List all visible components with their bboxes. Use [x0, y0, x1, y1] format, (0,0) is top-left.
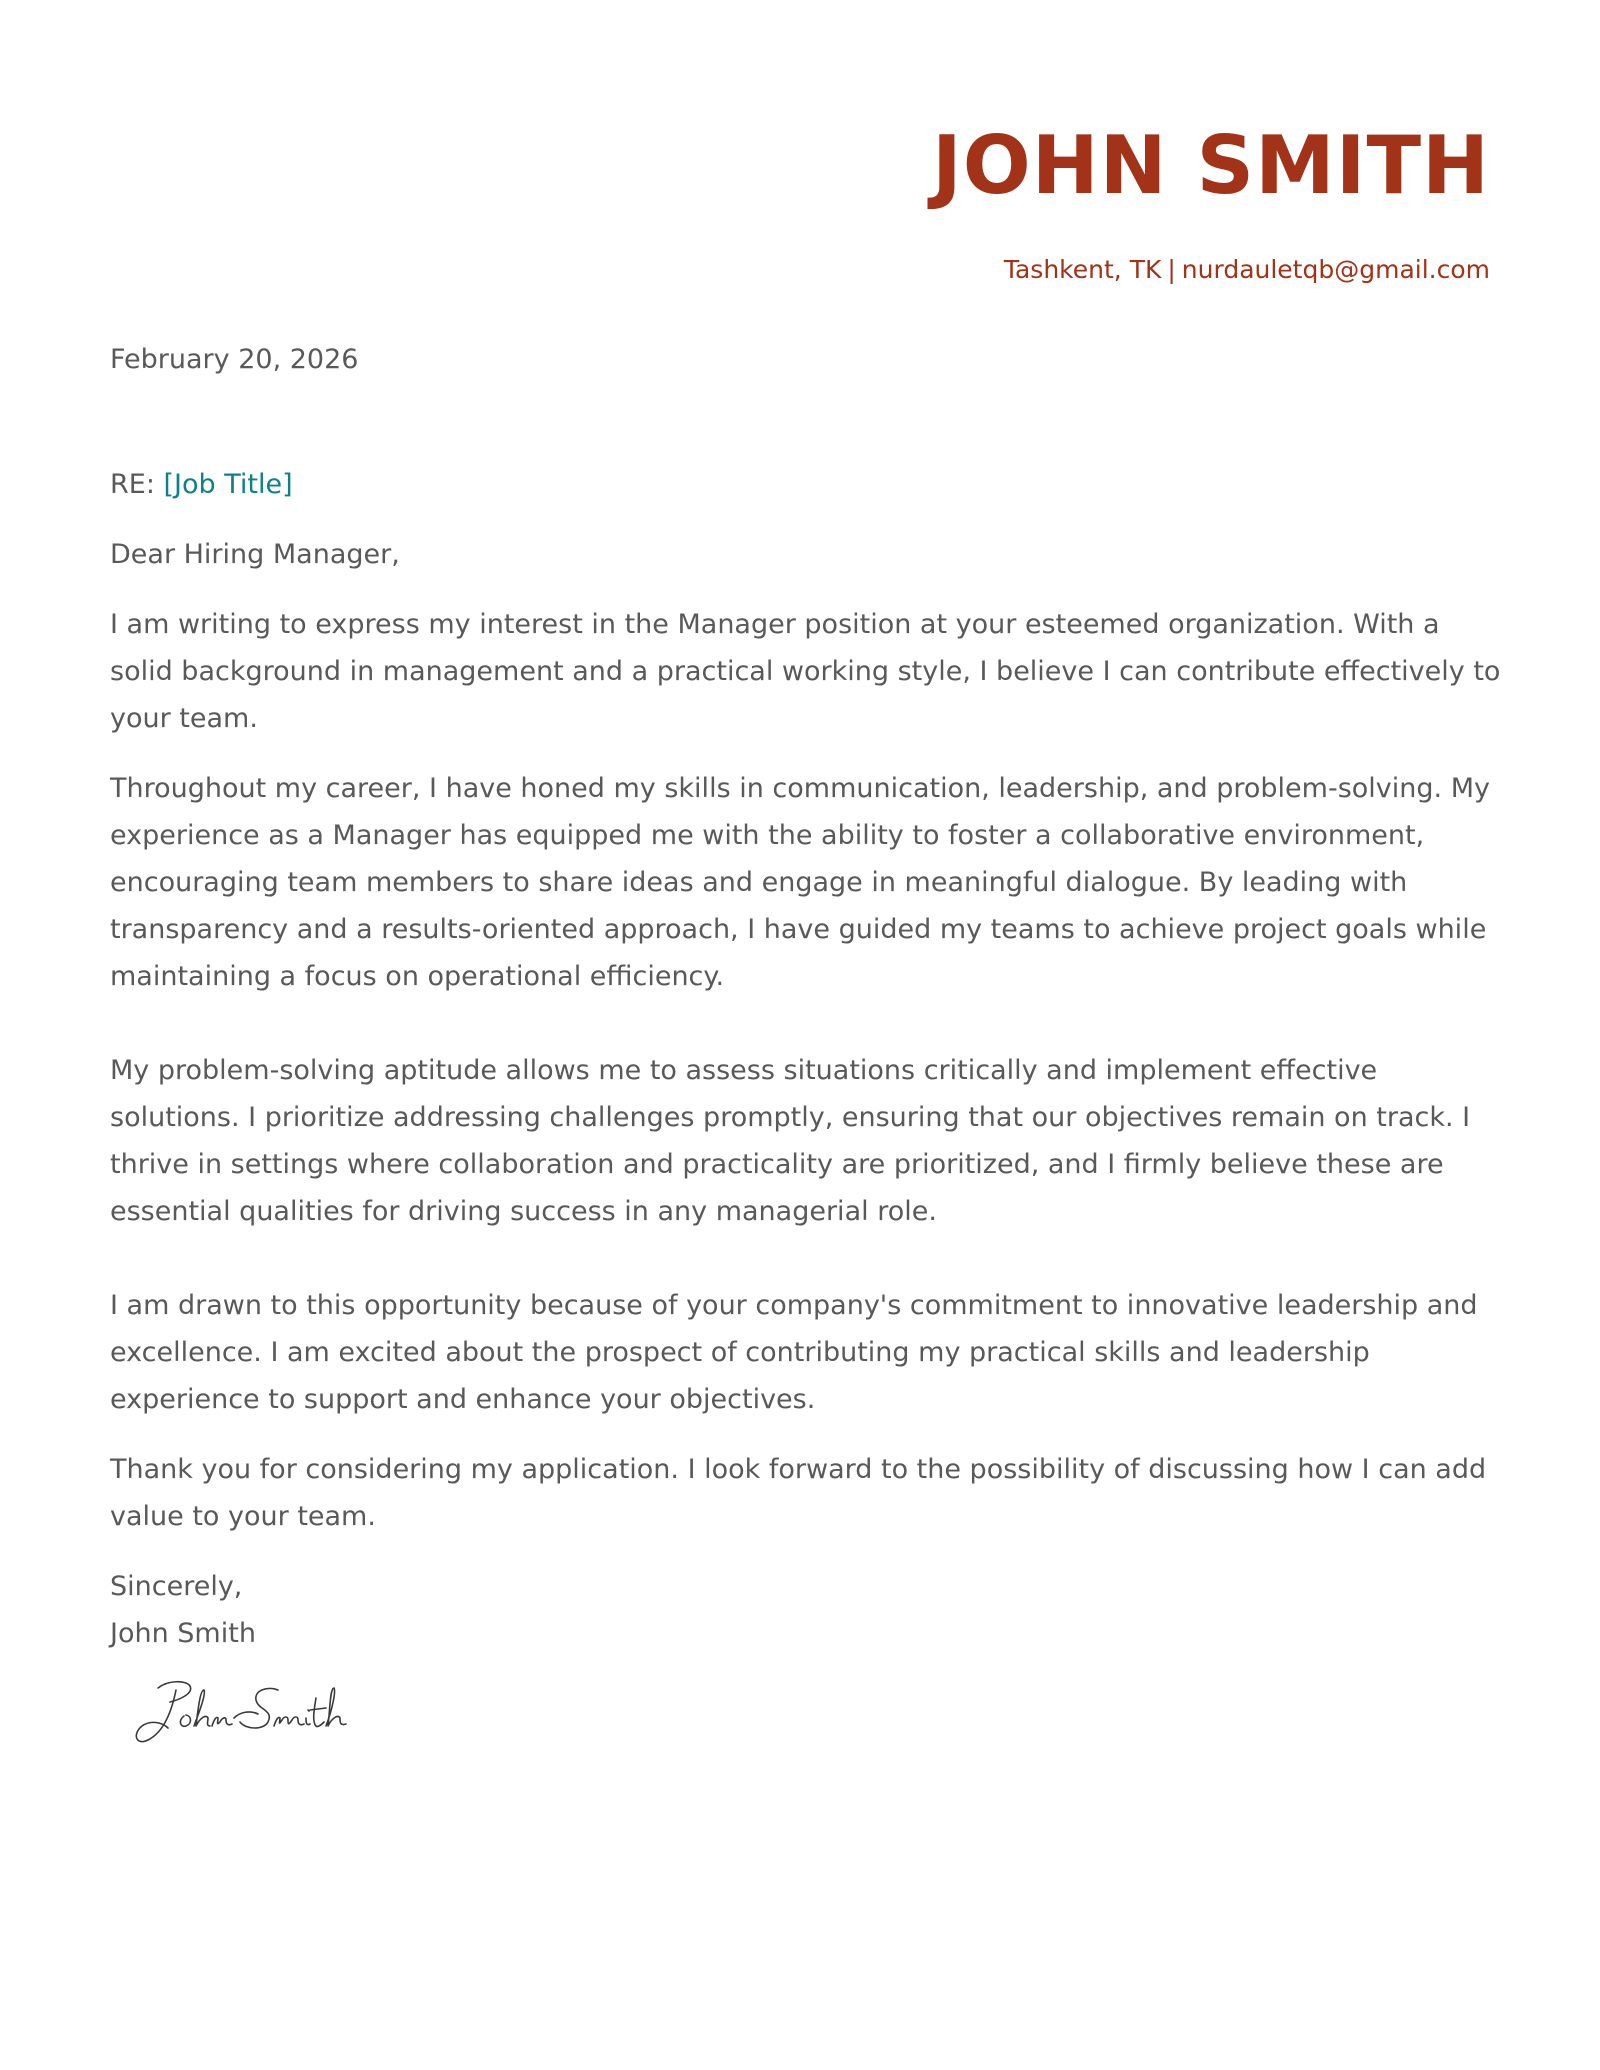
- re-label: RE:: [110, 469, 155, 500]
- closing-block: [110, 1563, 1510, 1657]
- applicant-name: JOHN SMITH: [931, 119, 1490, 212]
- paragraph-intro: I am writing to express my interest in the Manager position at your esteemed organization. With a solid background in management and a practical working style, I believe I can contribute effectively to your team.: [110, 609, 1501, 734]
- contact-separator: |: [1167, 255, 1176, 284]
- location: Tashkent, TK: [1003, 255, 1162, 284]
- paragraph-thanks: Thank you for considering my application. I look forward to the possibility of discussing how I can add value to your team.: [110, 1454, 1487, 1532]
- letter-date: February 20, 2026: [110, 344, 359, 375]
- closing-word: Sincerely,: [110, 1571, 243, 1602]
- letter-header: [932, 118, 1490, 286]
- paragraph-problem-solving: My problem-solving aptitude allows me to assess situations critically and implement effective solutions. I prioritize addressing challenges promptly, ensuring that our objectives remain on track. I thrive in settings where collaboration and practicality are prioritized, and I firmly believe these are essential qualities for driving success in any managerial role.: [110, 1055, 1471, 1227]
- paragraph-experience: Throughout my career, I have honed my skills in communication, leadership, and problem-solving. My experience as a Manager has equipped me with the ability to foster a collaborative environment, encouraging team members to share ideas and engage in meaningful dialogue. By leading with transparency and a results-oriented approach, I have guided my teams to achieve project goals while maintaining a focus on operational efficiency.: [110, 773, 1490, 992]
- handwritten-signature: [128, 1670, 358, 1760]
- re-line: [110, 461, 1510, 508]
- signer-name: John Smith: [110, 1618, 256, 1649]
- paragraph-motivation: I am drawn to this opportunity because of your company's commitment to innovative leadership and excellence. I am excited about the prospect of contributing my practical skills and leadership experience to support and enhance your objectives.: [110, 1290, 1478, 1415]
- salutation: Dear Hiring Manager,: [110, 539, 400, 570]
- letter-body: [110, 336, 1510, 1657]
- job-title-placeholder: [Job Title]: [163, 469, 293, 500]
- email-address: nurdauletqb@gmail.com: [1181, 255, 1490, 284]
- contact-line: [932, 254, 1490, 286]
